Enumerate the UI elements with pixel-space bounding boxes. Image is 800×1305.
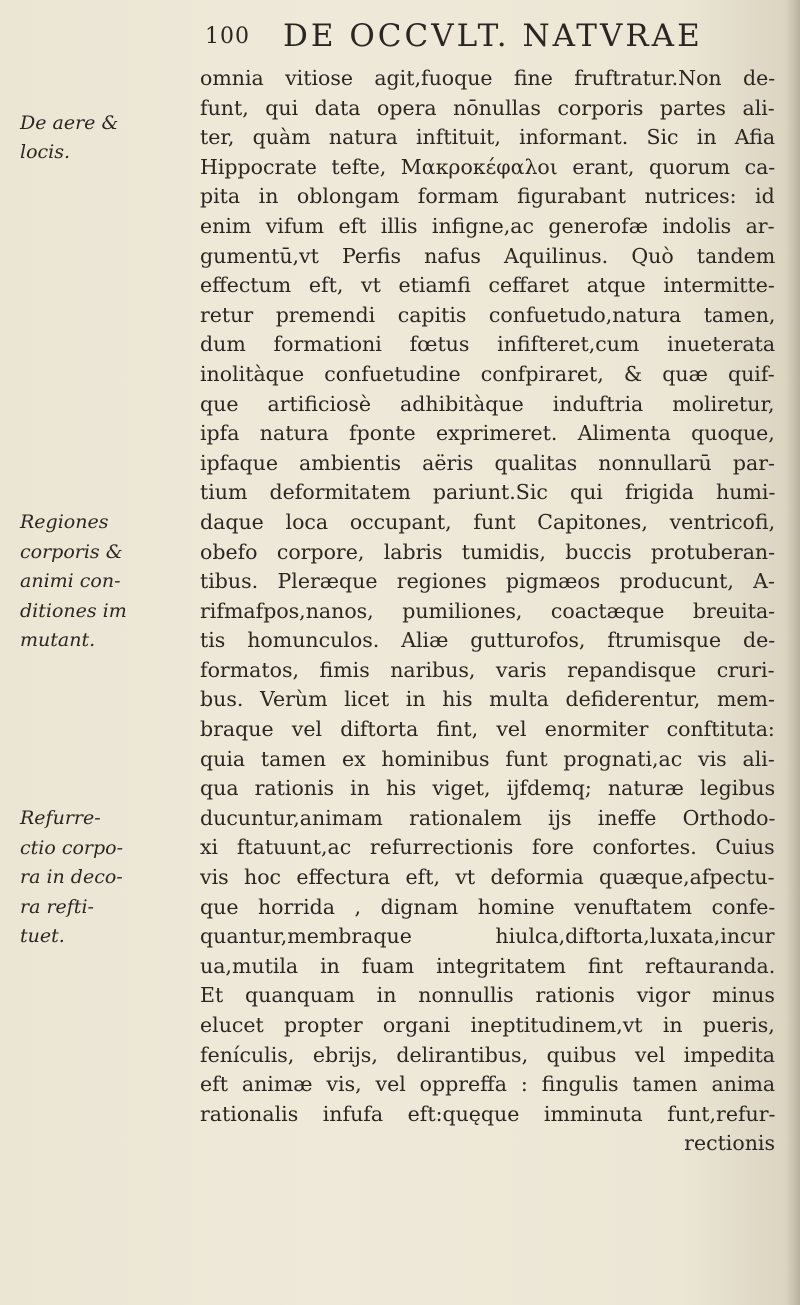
text-line: tibus. Pleræque regiones pigmæos producunt, A- — [200, 569, 775, 594]
text-line: eft animæ vis, vel oppreffa : fingulis tamen anima — [200, 1072, 775, 1097]
margin-note-line: ra refti- — [20, 895, 94, 918]
text-line: Et quanquam in nonnullis rationis vigor minus — [200, 983, 775, 1008]
text-line: tis homunculos. Aliæ gutturofos, ftrumisque de- — [200, 628, 775, 653]
margin-note-line: mutant. — [20, 629, 96, 652]
text-line: quantur,membraque hiulca,diftorta,luxata,incur — [200, 924, 775, 949]
text-line: inolitàque confuetudine confpiraret, & quæ quif- — [200, 361, 775, 386]
text-line: que artificiosè adhibitàque induftria moliretur, — [200, 391, 775, 416]
text-line: ter, quàm natura inftituit, informant. Sic in Afia — [200, 125, 775, 150]
text-line: funt, qui data opera nōnullas corporis partes ali- — [200, 95, 775, 120]
margin-note — [20, 508, 127, 656]
text-line: ipfa natura fponte exprimeret. Alimenta quoque, — [200, 421, 775, 446]
margin-note-line: ra in deco- — [20, 866, 123, 889]
margin-note-line: locis. — [20, 141, 71, 164]
margin-note — [20, 804, 123, 952]
page-edge-shadow — [786, 0, 800, 1305]
margin-note-line: animi con- — [20, 570, 121, 593]
main-text — [200, 64, 775, 1159]
text-line: elucet propter organi ineptitudinem,vt in pueris, — [200, 1013, 775, 1037]
text-line: rectionis — [684, 1131, 775, 1156]
text-line: Hippocrate tefte, Μακροκέφαλοι erant, quorum ca- — [200, 154, 775, 179]
text-line: braque vel diftorta fint, vel enormiter conftituta: — [200, 717, 775, 742]
margin-note-line: corporis & — [20, 540, 123, 563]
text-line: fenículis, ebrijs, delirantibus, quibus vel impedita — [200, 1042, 775, 1067]
text-line: qua rationis in his viget, ijfdemq; naturæ legibus — [200, 776, 775, 801]
text-line: rationalis infufa eft:quęque imminuta funt,refur- — [200, 1101, 775, 1126]
text-line: effectum eft, vt etiamfi ceffaret atque intermitte- — [200, 273, 775, 298]
text-line: quia tamen ex hominibus funt prognati,ac vis ali- — [200, 746, 775, 771]
margin-note — [20, 109, 118, 168]
text-line: ipfaque ambientis aëris qualitas nonnullarū par- — [200, 450, 775, 475]
text-line: daque loca occupant, funt Capitones, ventricofi, — [200, 509, 775, 534]
text-line: ua,mutila in fuam integritatem fint reftauranda. — [200, 953, 775, 978]
text-line: omnia vitiose agit,fuoque fine fruftratur.Non de- — [200, 66, 775, 90]
margin-note-line: Refurre- — [20, 807, 101, 829]
margin-note-line: Regiones — [20, 511, 109, 533]
text-line: xi ftatuunt,ac refurrectionis fore confortes. Cuius — [200, 835, 775, 860]
text-line: obefo corpore, labris tumidis, buccis protuberan- — [200, 539, 775, 564]
page-number: 100 — [205, 24, 250, 49]
text-line: ducuntur,animam rationalem ijs ineffe Orthodo- — [200, 805, 775, 830]
margin-note-line: tuet. — [20, 925, 65, 948]
text-line: dum formationi fœtus infifteret,cum inueterata — [200, 332, 775, 357]
margin-note-line: De aere & — [20, 111, 119, 134]
text-line: que horrida , dignam homine venuftatem confe- — [200, 894, 775, 919]
text-line: tium deformitatem pariunt.Sic qui frigida humi- — [200, 480, 775, 505]
margin-note-line: ditiones im — [20, 599, 127, 622]
text-line: pita in oblongam formam figurabant nutrices: id — [200, 184, 775, 209]
text-line: rifmafpos,nanos, pumiliones, coactæque breuita- — [200, 598, 775, 623]
text-line: enim vifum eft illis infigne,ac generofæ indolis ar- — [200, 213, 775, 238]
margin-note-line: ctio corpo- — [20, 836, 124, 859]
text-line: gumentū,vt Perfis nafus Aquilinus. Quò tandem — [200, 243, 775, 268]
running-title: DE OCCVLT. NATVRAE — [283, 18, 703, 54]
text-line: formatos, fimis naribus, varis repandisque cruri- — [200, 657, 775, 682]
page-header — [205, 18, 765, 58]
text-line: retur premendi capitis confuetudo,natura tamen, — [200, 302, 775, 327]
text-line: bus. Verùm licet in his multa defiderentur, mem- — [200, 687, 775, 712]
text-line: vis hoc effectura eft, vt deformia quæque,afpectu- — [200, 865, 775, 890]
